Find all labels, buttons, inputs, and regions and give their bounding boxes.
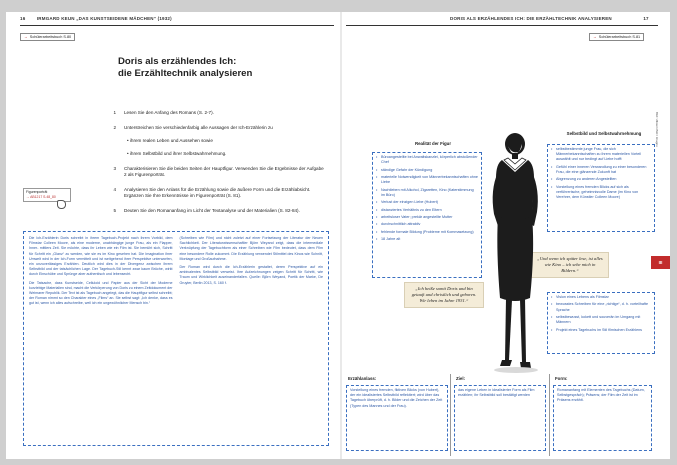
task-item	[102, 125, 327, 157]
right-running-head	[450, 16, 649, 21]
list-item: • 18 Jahre alt	[376, 237, 478, 242]
table-cell: das eigene Leben in idealisierter Form als Film erzählen; ihr Selbstbild soll bestätigt werden	[454, 385, 546, 451]
task-list	[102, 110, 327, 223]
list-item: • fehlende formale Bildung (Probleme mit Kommasetzung)	[376, 230, 478, 235]
heading-reality: Realität der Figur	[414, 141, 452, 146]
book-spread	[6, 12, 670, 459]
task-text: Deuten Sie den Romananfang im Licht der Textanalyse und der Materialien (S. 82-84).	[124, 208, 300, 213]
list-item: • materielle Notwendigkeit von Männerbekanntschaften ohne Liebe	[376, 175, 478, 185]
right-head-rule	[346, 25, 658, 26]
quote-left: „Ich heiße somit Doris und bin getauft und christlich und geboren. Wir leben im Jahre 1931.“	[404, 282, 484, 308]
list-item: • selbstbewusst, kokett und souverän im Umgang mit Männern	[551, 315, 651, 325]
list-item: • Verlust der einzigen Liebe (Hubert)	[376, 200, 478, 205]
left-running-head	[20, 16, 172, 21]
reference-label: Figurenporträt	[26, 190, 48, 194]
reference-link[interactable]: → AB1217 S.48_80	[26, 195, 56, 199]
task-item	[102, 110, 327, 116]
info-paragraph: Die Ich-Erzählerin Doris schreibt in ihrem Tagebuch-Projekt nach ihrem Vorbild, dem Filmstar Colleen Moore, als eine moderne, unabhängige junge Frau, als ein Flapper, Inner- mittlers Zeit. Sie möchte, dass ihr Leben wie ein Film ist. Sie bemüht sich, Schritt für Schritt ein „Glanz“ zu werden, wie sie es im Kino gesehen hat. Die Imagination ihrer Umwelt wird in der Ich-Form vermittelt und ist weitgehend ihrer Perspektive unterworfen, ein unzuverlässiges Erzählen. Deutlich wird dies in der Divergenz zwischen ihrem Selbstbild und der tatsächlichen Lage. Der Tagebuch-Stil kennt zwar kaum Brüche, wirkt durch Einschübe und Sprünge aber authentisch und lebensecht.	[29, 236, 173, 277]
table-header: Erzählanlass:	[348, 376, 377, 381]
left-workbook-tag[interactable]	[20, 33, 75, 41]
table-cell: Romananfang mit Elementen des Tagebuchs (Datum, Selbstgespräch); Präsens; der Film der Zeit ist im Präsens erzählt.	[553, 385, 652, 451]
reality-bullet-list	[372, 152, 482, 278]
table-header: Ziel:	[456, 376, 466, 381]
list-item: • selbstbestimmte junge Frau, die sich Männerbekanntschaften zu ihrem materiellen Vorteil auswählt und nur bedingt auf Liebe hofft	[551, 147, 651, 163]
list-item: • distanziertes Verhältnis zu den Eltern	[376, 208, 478, 213]
right-workbook-tag[interactable]	[589, 33, 644, 41]
column-separator	[450, 374, 451, 456]
task-subpoint: • ihrem Selbstbild und ihrer Selbstwahrnehmung.	[127, 151, 227, 156]
self-image-bullet-list-bottom	[547, 292, 655, 354]
quote-right: „Und wenn ich später lese, ist alles wie Kino – ich sehe mich in Bildern.“	[531, 252, 609, 278]
left-page-number: 16	[20, 16, 26, 21]
task-item	[102, 166, 327, 178]
table-column-form	[553, 374, 652, 456]
list-item: • arbeitsloser Vater; prekär angestellte Mutter	[376, 215, 478, 220]
info-column-right	[180, 236, 324, 441]
image-credit-top: Bild: Ullstein Bild / Imagno	[655, 112, 659, 147]
list-item: • Projekt eines Tagebuchs im Stil filmischen Erzählens	[551, 328, 651, 333]
right-running-head-text: DORIS ALS ERZÄHLENDES ICH: DIE ERZÄHLTECHNIK ANALYSIEREN	[450, 16, 612, 21]
heading-self-image: Selbstbild und Selbstwahrnehmung	[566, 131, 642, 136]
left-tag-label: Schülerarbeitsbuch S.80	[29, 35, 72, 39]
task-text: Charakterisieren Sie die beiden Seiten der Hauptfigur. Verwenden Sie die Ergebnisse der Aufgabe 2 als Figurenporträt.	[124, 166, 324, 177]
self-image-bullet-list-top	[547, 144, 655, 232]
task-text: Analysieren Sie den Anlass für die Erzählung sowie die äußere Form und die Erzählabsicht. Ergänzen Sie Ihre Erkenntnisse im Figurenporträt (S. 81).	[124, 187, 311, 198]
table-header: Form:	[555, 376, 568, 381]
info-paragraph: Die Tatsache, dass Kunstseide, Celluloid und Papier aus der Sicht der Moderne kurzlebige Materialien sind, macht die Verkörperung von Doris zu einem Zeitdokument der Weimarer Republik. Der Text ist als Tagebuch angelegt, das die Hauptfigur selbst schreibt; der Roman nimmt so den Charakter eines „Films“ an. Sie selbst sagt: „Ich denke, dass es gut ist, wenn ich alles aufschreibe, weil ich ein ungewöhnlicher Mensch bin.“	[29, 280, 173, 306]
info-box	[23, 231, 329, 446]
task-text: Unterstreichen Sie verschiedenfarbig alle Aussagen der Ich-Erzählerin zu	[124, 125, 273, 130]
task-item	[102, 187, 327, 199]
list-item: • Vorstellung eines fremden Blicks auf sich als verführerische, geheimnisvolle Dame (im Kino von Verehrer, dem Künstler Colleen Moore)	[551, 185, 651, 201]
list-item: • Abgrenzung zu anderen Angestellten	[551, 177, 651, 182]
column-separator	[549, 374, 550, 456]
chapter-tab[interactable]: III	[651, 256, 670, 269]
list-item: • Gefühl einer inneren Verwandlung zu einer besonderen Frau, die eine glänzende Zukunft hat	[551, 165, 651, 175]
table-column-ziel	[454, 374, 546, 456]
narrative-analysis-table	[346, 374, 652, 456]
table-cell: Vorstellung eines fremden, fiktiven Blicks (von Hubert), der ein idealisiertes Selbstbild reflektiert; wird über das Tagebuch überprüft, d. h. Bilder und die Zeichen der Zeit (Typen des Mannes und der Frau).	[346, 385, 448, 451]
info-paragraph: Der Roman wird durch die Ich-Erzählerin gestaltet, deren Perspektive auf ein ambivalentes Selbstbild verweist. Ihre Aufzeichnungen zeigen Schritt für Schritt, wie Traum und Wirklichkeit auseinanderfallen. Quelle: Björn Weyand, Poetik der Marke, De Gruyter, Berlin 2013, S. 160 f.	[179, 265, 323, 285]
list-item: • Büroangestellte bei Anwaltskanzlei, körperlich abstoßender Chef	[376, 155, 478, 165]
page-title	[118, 56, 252, 80]
right-tag-label: Schülerarbeitsbuch S.81	[598, 35, 641, 39]
info-column-left	[29, 236, 173, 441]
task-number: 4	[113, 187, 116, 192]
task-item	[102, 208, 327, 214]
task-subpoint: • ihrem realen Leben und Aussehen sowie	[127, 138, 213, 143]
arrow-icon: →	[593, 35, 597, 39]
arrow-icon: →	[24, 35, 28, 39]
list-item: • Nachtleben mit Alkohol, Zigaretten, Kino (Katerstimmung im Büro)	[376, 188, 478, 198]
task-text: Lesen Sie den Anfang des Romans (S. 2-7).	[124, 110, 214, 115]
task-number: 2	[113, 125, 116, 130]
info-paragraph: (Schreiben wie Film) und nicht zuletzt auf einer Fortsetzung der Literatur der Neuen Sachlichkeit. Der Literaturwissenschaftler Björn Weyand zeigt, dass die intermediale Verknüpfung der Tagebuchform als einer Schreiben wie Film bedeutet, dass dem Film eine besondere Rolle zukommt. Die Erzählung verwendet Stilmittel des Kinos wie Schnitt, Montage und Großaufnahme.	[179, 236, 323, 261]
task-number: 3	[113, 166, 116, 171]
task-number: 5	[113, 208, 116, 213]
left-running-head-text: IRMGARD KEUN „DAS KUNSTSEIDENE MÄDCHEN“ (1932)	[36, 16, 172, 21]
title-line-2: die Erzähltechnik analysieren	[118, 68, 253, 79]
list-item: • Vision eines Lebens als Filmstar	[551, 295, 651, 300]
left-head-rule	[20, 25, 334, 26]
list-item: • bewusstes Schreiben für eine „richtige“, d. h. vorteilhafte Sprache	[551, 302, 651, 312]
right-page-number: 17	[643, 16, 649, 21]
list-item: • durchschnittlich attraktiv	[376, 222, 478, 227]
task-number: 1	[113, 110, 116, 115]
title-line-1: Doris als erzählendes Ich:	[118, 56, 237, 67]
hand-cursor-icon	[57, 200, 66, 209]
table-column-anlass	[346, 374, 448, 456]
page-gutter	[340, 12, 342, 459]
list-item: • ständige Gefahr der Kündigung	[376, 168, 478, 173]
